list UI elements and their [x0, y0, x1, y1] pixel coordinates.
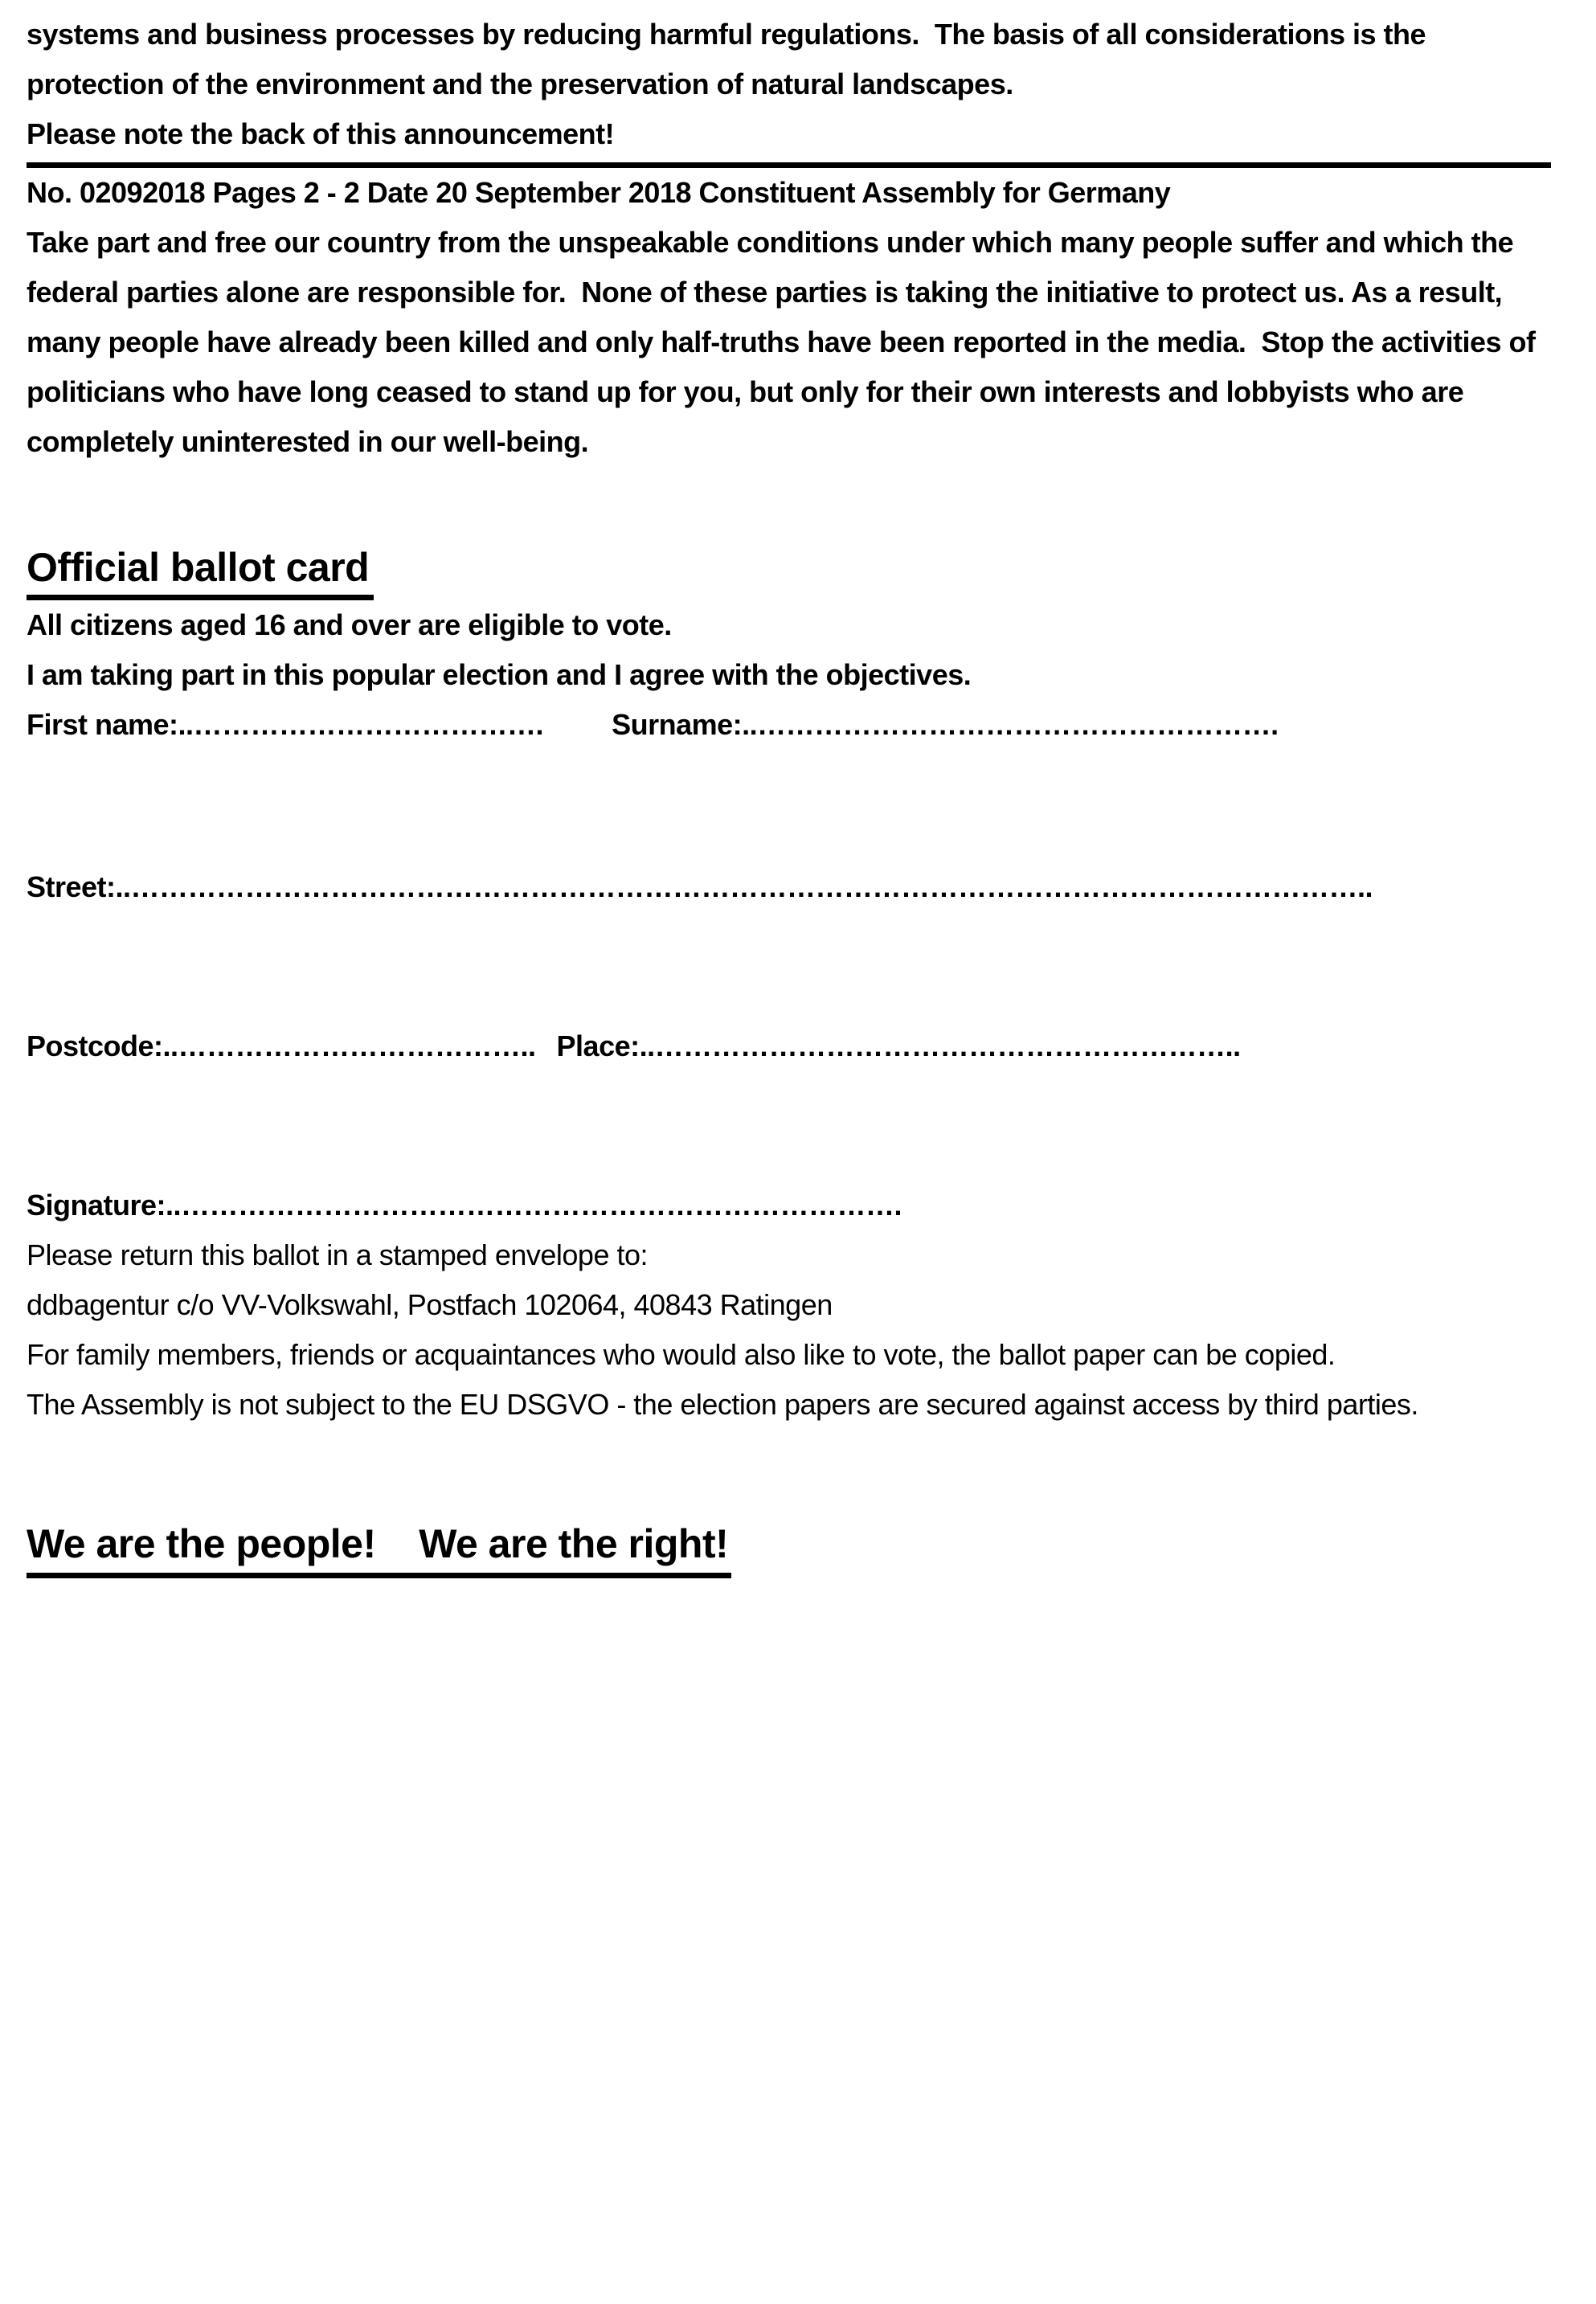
- notice-heading: Please note the back of this announcement!: [27, 109, 1551, 168]
- document-meta-line: No. 02092018 Pages 2 - 2 Date 20 September 2018 Constituent Assembly for Germany: [27, 176, 1171, 209]
- street-row: [27, 862, 1551, 912]
- slogan: We are the people! We are the right!: [27, 1520, 731, 1578]
- postcode-field: Postcode:..………………………………..: [27, 1029, 536, 1062]
- consent-statement: I am taking part in this popular election and I agree with the objectives.: [27, 658, 972, 691]
- ballot-title-row: [27, 543, 1551, 600]
- privacy-note: The Assembly is not subject to the EU DSGVO - the election papers are secured against access by third parties.: [27, 1388, 1418, 1421]
- postcode-row: [27, 1021, 1551, 1071]
- slogan-row: [27, 1520, 1551, 1578]
- return-address: ddbagentur c/o VV-Volkswahl, Postfach 102064, 40843 Ratingen: [27, 1288, 833, 1321]
- intro-paragraph: systems and business processes by reducing harmful regulations. The basis of all considerations is the protection of the environment and the preservation of natural landscapes.: [27, 18, 1434, 100]
- eligibility-note: All citizens aged 16 and over are eligible to vote.: [27, 608, 672, 641]
- return-instruction: Please return this ballot in a stamped envelope to:: [27, 1238, 648, 1271]
- signature-field: Signature:..………………………………………………………………….: [27, 1189, 902, 1222]
- signature-row: [27, 1181, 1551, 1230]
- surname-field: Surname:..……………………………………………….: [612, 708, 1279, 741]
- place-field: Place:..……………………………………………………..: [556, 1029, 1241, 1062]
- appeal-paragraph: Take part and free our country from the unspeakable conditions under which many people suffer and which the federal parties alone are responsible for. None of these parties is taking the initiative to protect us. As a result, many people have already been killed and only half-truths have been reported in the media. Stop the activities of politicians who have long ceased to stand up for you, but only for their own interests and lobbyists who are completely uninterested in our well-being.: [27, 226, 1543, 458]
- name-row: [27, 700, 1551, 750]
- ballot-title: Official ballot card: [27, 543, 374, 600]
- street-field: Street:..…………………………………………………………………………………………………………………..: [27, 870, 1373, 903]
- copy-note: For family members, friends or acquaintances who would also like to vote, the ballot paper can be copied.: [27, 1338, 1336, 1371]
- first-name-field: First name:..……………………………….: [27, 708, 544, 741]
